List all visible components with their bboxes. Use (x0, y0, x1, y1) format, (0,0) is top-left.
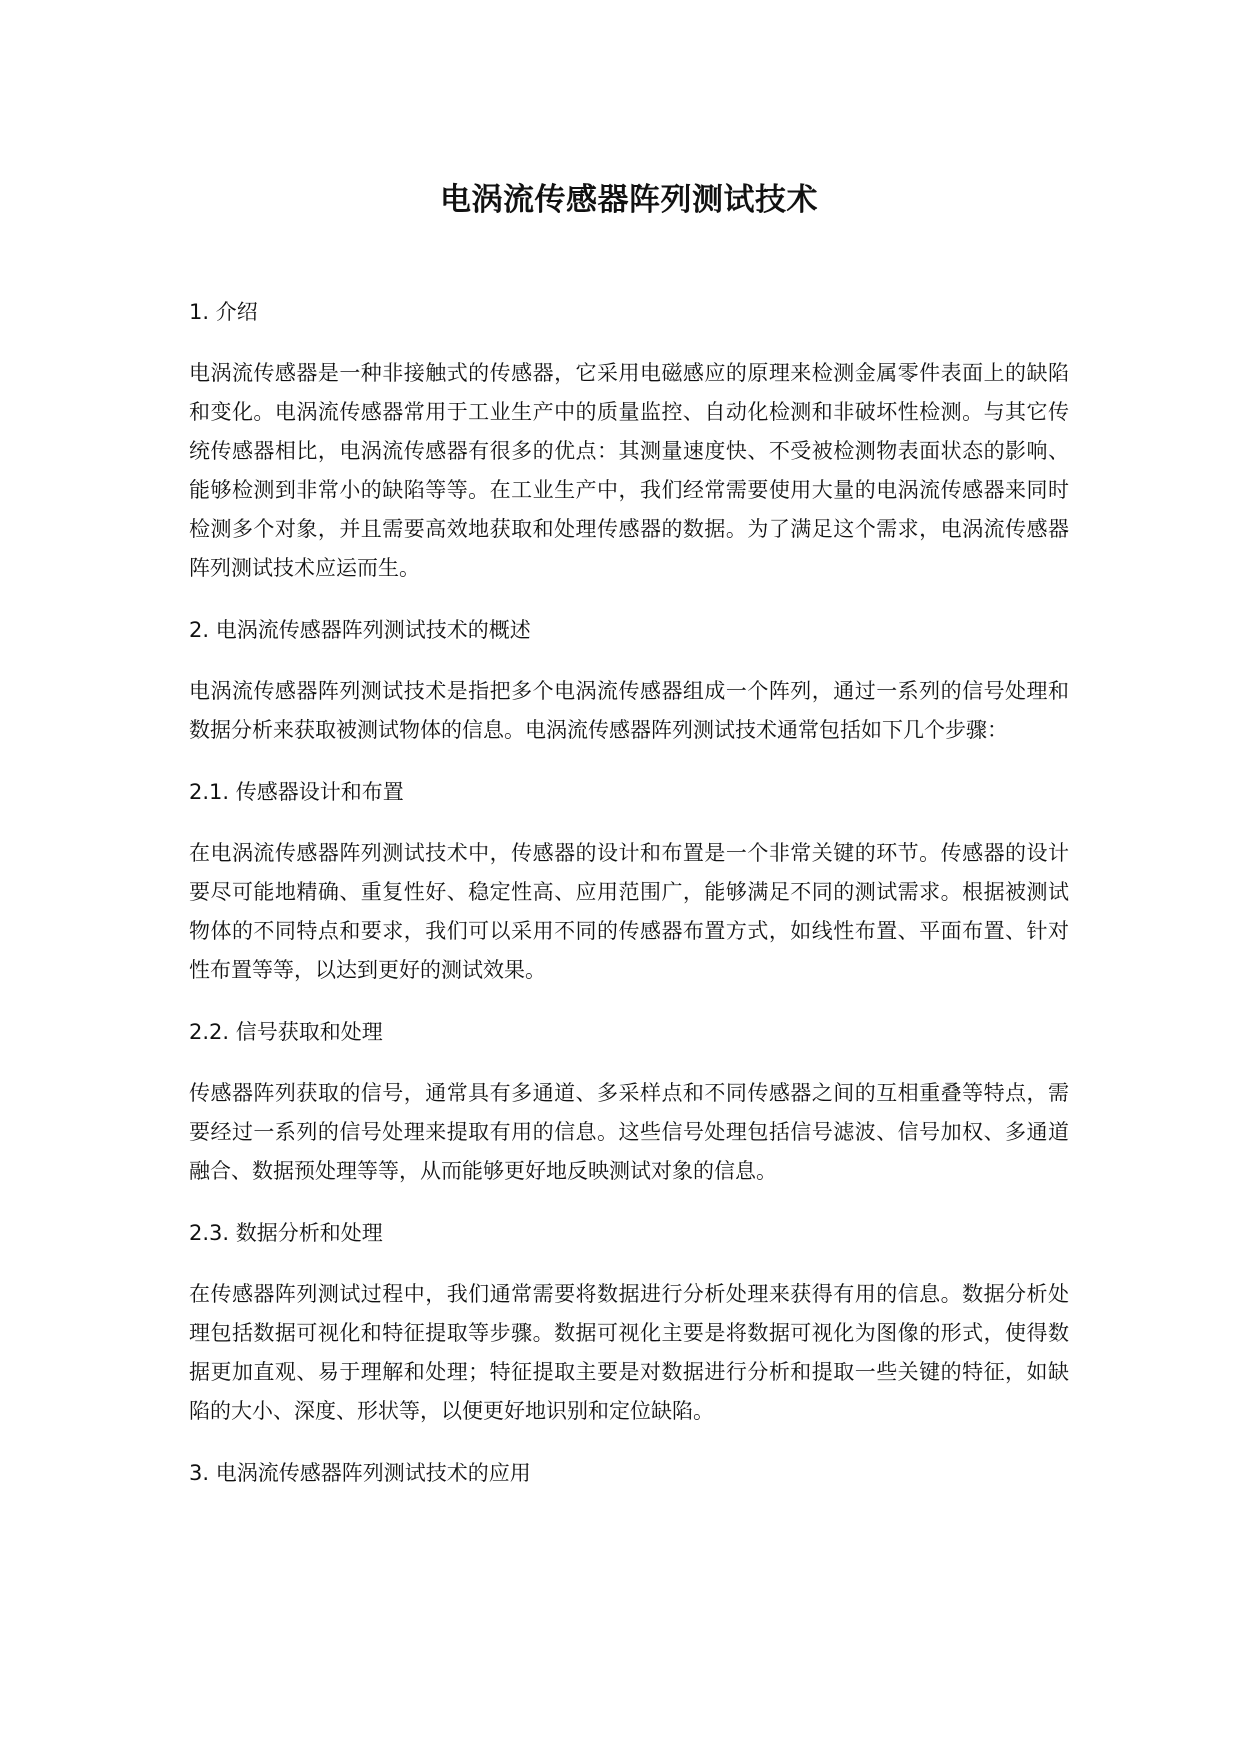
section-heading-sensor-design: 2.1. 传感器设计和布置 (189, 780, 404, 804)
paragraph-signal-processing: 传感器阵列获取的信号，通常具有多通道、多采样点和不同传感器之间的互相重叠等特点，需要经过一系列的信号处理来提取有用的信息。这些信号处理包括信号滤波、信号加权、多通道融合、数据预处理等等，从而能够更好地反映测试对象的信息。 (189, 1081, 1069, 1183)
section-heading-applications: 3. 电涡流传感器阵列测试技术的应用 (189, 1461, 531, 1485)
section-heading-data-analysis: 2.3. 数据分析和处理 (189, 1221, 383, 1245)
section-heading-overview: 2. 电涡流传感器阵列测试技术的概述 (189, 618, 531, 642)
paragraph-intro: 电涡流传感器是一种非接触式的传感器，它采用电磁感应的原理来检测金属零件表面上的缺陷和变化。电涡流传感器常用于工业生产中的质量监控、自动化检测和非破坏性检测。与其它传统传感器相比，电涡流传感器有很多的优点：其测量速度快、不受被检测物表面状态的影响、能够检测到非常小的缺陷等等。在工业生产中，我们经常需要使用大量的电涡流传感器来同时检测多个对象，并且需要高效地获取和处理传感器的数据。为了满足这个需求，电涡流传感器阵列测试技术应运而生。 (189, 361, 1069, 580)
section-heading-signal-processing: 2.2. 信号获取和处理 (189, 1020, 383, 1044)
paragraph-overview: 电涡流传感器阵列测试技术是指把多个电涡流传感器组成一个阵列，通过一系列的信号处理和数据分析来获取被测试物体的信息。电涡流传感器阵列测试技术通常包括如下几个步骤： (189, 679, 1069, 742)
section-heading-intro: 1. 介绍 (189, 300, 258, 324)
paragraph-data-analysis: 在传感器阵列测试过程中，我们通常需要将数据进行分析处理来获得有用的信息。数据分析处理包括数据可视化和特征提取等步骤。数据可视化主要是将数据可视化为图像的形式，使得数据更加直观、易于理解和处理；特征提取主要是对数据进行分析和提取一些关键的特征，如缺陷的大小、深度、形状等，以便更好地识别和定位缺陷。 (189, 1282, 1069, 1423)
document-title: 电涡流传感器阵列测试技术 (440, 182, 818, 218)
paragraph-sensor-design: 在电涡流传感器阵列测试技术中，传感器的设计和布置是一个非常关键的环节。传感器的设计要尽可能地精确、重复性好、稳定性高、应用范围广，能够满足不同的测试需求。根据被测试物体的不同特点和要求，我们可以采用不同的传感器布置方式，如线性布置、平面布置、针对性布置等等，以达到更好的测试效果。 (189, 841, 1069, 982)
